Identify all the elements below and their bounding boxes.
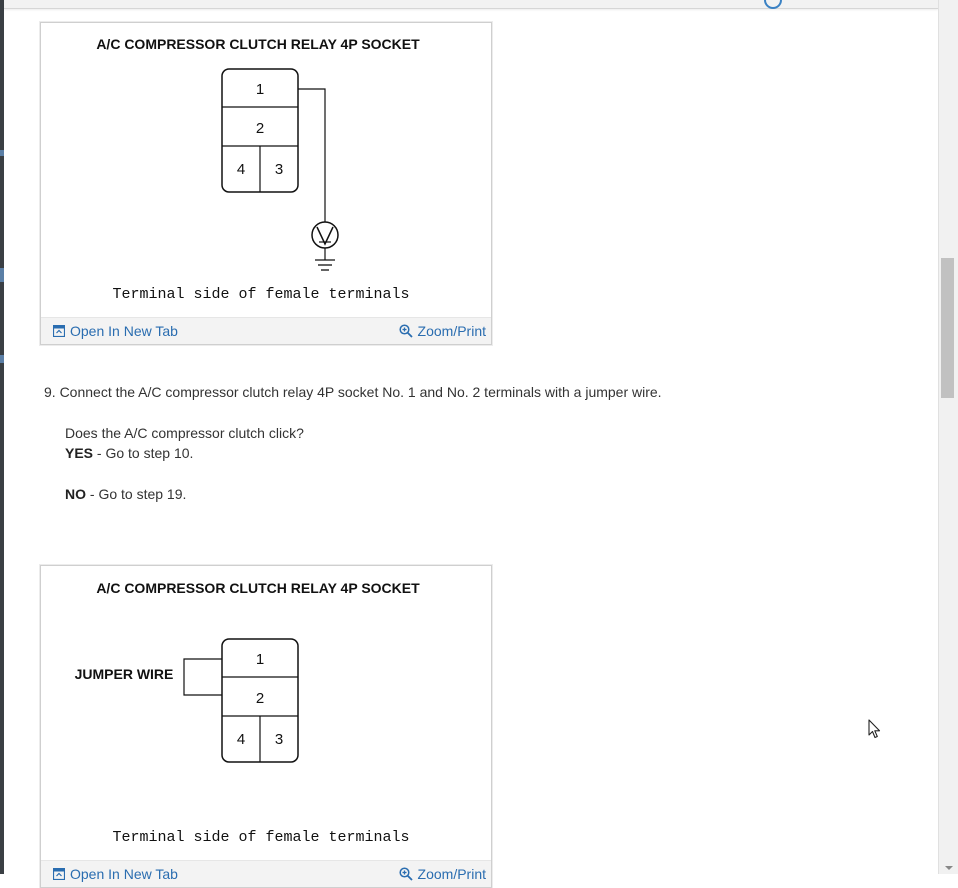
mouse-cursor-icon: [868, 719, 882, 739]
open-new-tab-icon: [53, 325, 65, 337]
zoom-print-label: Zoom/Print: [417, 323, 486, 339]
open-new-tab-label: Open In New Tab: [70, 866, 178, 882]
jumper-wire: [184, 659, 222, 695]
open-new-tab-link[interactable]: [53, 323, 178, 339]
vertical-scrollbar[interactable]: [938, 0, 958, 874]
scrollbar-thumb[interactable]: [941, 258, 954, 398]
yes-text: - Go to step 10.: [93, 445, 194, 461]
figure-toolbar: [41, 317, 491, 344]
terminal-label: 4: [236, 731, 246, 748]
diagram-title: A/C COMPRESSOR CLUTCH RELAY 4P SOCKET: [96, 36, 420, 52]
zoom-print-link[interactable]: [399, 866, 486, 882]
relay-socket-diagram: [41, 23, 491, 317]
diagram-caption: Terminal side of female terminals: [112, 286, 410, 303]
terminal-label: 3: [274, 161, 284, 178]
open-new-tab-link[interactable]: [53, 866, 178, 882]
terminal-label: 2: [255, 690, 265, 707]
terminal-label: 1: [255, 81, 265, 98]
edge-marker: [0, 150, 4, 156]
header-icon[interactable]: [764, 0, 782, 9]
zoom-print-label: Zoom/Print: [417, 866, 486, 882]
diagram-caption: Terminal side of female terminals: [112, 829, 410, 846]
terminal-label: 3: [274, 731, 284, 748]
figure-relay-socket-jumper: [40, 565, 492, 888]
voltmeter-icon: [312, 222, 338, 248]
step-question: Does the A/C compressor clutch click?: [65, 425, 304, 441]
yes-label: YES: [65, 445, 94, 461]
diagram-title: A/C COMPRESSOR CLUTCH RELAY 4P SOCKET: [96, 580, 420, 596]
yes-outcome: [65, 445, 193, 461]
figure-relay-socket-meter: [40, 22, 492, 345]
header-bar: [4, 0, 938, 9]
window-left-edge: [0, 0, 4, 874]
no-label: NO: [65, 486, 86, 502]
edge-marker: [0, 268, 4, 282]
no-outcome: [65, 486, 186, 502]
terminal-label: 4: [236, 161, 246, 178]
open-new-tab-icon: [53, 868, 65, 880]
edge-marker: [0, 355, 4, 363]
zoom-icon: [399, 867, 413, 881]
step-instruction: 9. Connect the A/C compressor clutch relay 4P socket No. 1 and No. 2 terminals with a jumper wire.: [44, 384, 662, 400]
jumper-wire-label: JUMPER WIRE: [74, 666, 174, 682]
terminal-label: 2: [255, 120, 265, 137]
zoom-print-link[interactable]: [399, 323, 486, 339]
relay-socket-jumper-diagram: [41, 566, 491, 860]
terminal-label: 1: [255, 651, 265, 668]
no-text: - Go to step 19.: [86, 486, 187, 502]
ground-icon: [315, 248, 335, 270]
scroll-down-icon[interactable]: [945, 866, 953, 870]
open-new-tab-label: Open In New Tab: [70, 323, 178, 339]
zoom-icon: [399, 324, 413, 338]
probe-wire: [298, 89, 325, 222]
